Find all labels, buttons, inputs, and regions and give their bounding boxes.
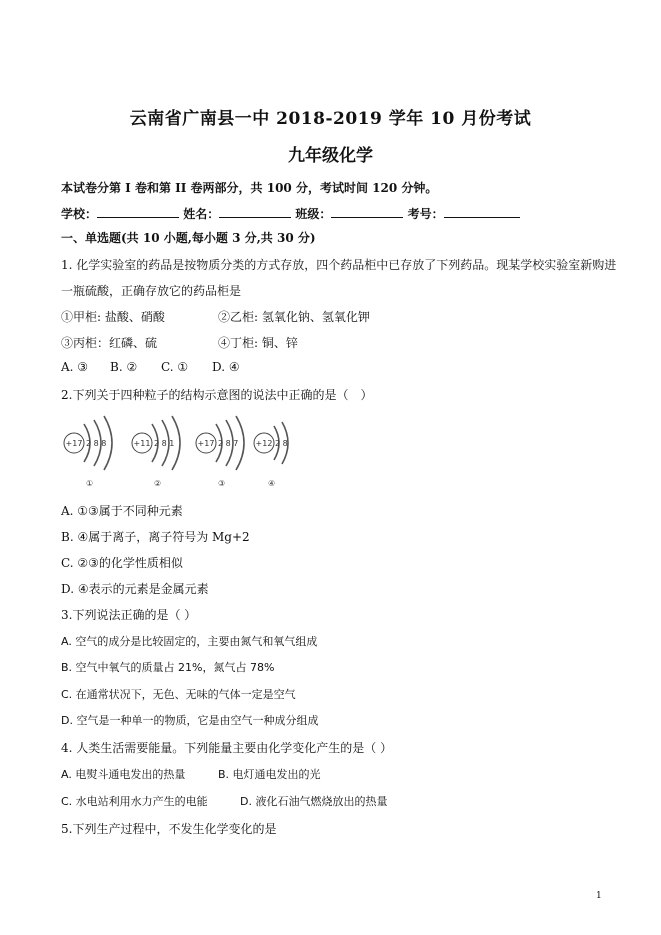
q1-stem-line2: 一瓶硫酸，正确存放它的药品柜是	[61, 284, 242, 298]
q3-stem: 3.下列说法正确的是（ ）	[61, 608, 197, 622]
atom-4-nucleus: +12	[255, 439, 273, 448]
page-number: 1	[596, 891, 602, 901]
student-fields	[61, 205, 520, 222]
atom-3-nucleus: +17	[197, 439, 215, 448]
class-blank[interactable]	[331, 205, 403, 218]
q1-option-b[interactable]: B. ②	[110, 360, 138, 374]
q2-option-d[interactable]: D. ④表示的元素是金属元素	[61, 582, 209, 596]
school-blank[interactable]	[97, 205, 179, 218]
exam-subtitle: 九年级化学	[288, 146, 373, 166]
q2-option-c[interactable]: C. ②③的化学性质相似	[61, 556, 183, 570]
class-label: 班级：	[295, 207, 332, 221]
id-blank[interactable]	[444, 205, 520, 218]
atom-3-label: ③	[218, 479, 226, 488]
atom-2-shells: 2 8 1	[154, 439, 175, 448]
atom-1-nucleus: +17	[65, 439, 83, 448]
q1-option-c[interactable]: C. ①	[161, 360, 189, 374]
atom-4-label: ④	[268, 479, 276, 488]
q3-option-a[interactable]: A. 空气的成分是比较固定的，主要由氮气和氧气组成	[61, 635, 318, 648]
q3-option-c[interactable]: C. 在通常状况下，无色、无味的气体一定是空气	[61, 688, 296, 701]
atom-3-shells: 2 8 7	[218, 439, 239, 448]
atom-2-nucleus: +11	[133, 439, 151, 448]
q1-stem-line1: 1. 化学实验室的药品是按物质分类的方式存放，四个药品柜中已存放了下列药品。现某学校实验室新购进	[61, 258, 617, 272]
q1-cabinet-a: ①甲柜: 盐酸、硝酸	[61, 310, 165, 324]
atom-structure-diagram	[56, 410, 296, 490]
atom-diagram-1	[64, 416, 112, 488]
atom-1-label: ①	[86, 479, 94, 488]
q1-cabinet-b: ②乙柜: 氢氧化钠、氢氧化钾	[218, 310, 370, 324]
atom-diagram-2	[132, 416, 180, 488]
q2-option-a[interactable]: A. ①③属于不同种元素	[61, 504, 183, 518]
q4-stem: 4. 人类生活需要能量。下列能量主要由化学变化产生的是（ ）	[61, 741, 393, 755]
q3-option-d[interactable]: D. 空气是一种单一的物质，它是由空气一种成分组成	[61, 714, 319, 727]
q2-stem: 2.下列关于四种粒子的结构示意图的说法中正确的是（ ）	[61, 388, 373, 402]
q4-option-c[interactable]: C. 水电站利用水力产生的电能	[61, 795, 208, 808]
q3-option-b[interactable]: B. 空气中氧气的质量占 21%，氮气占 78%	[61, 661, 275, 674]
school-label: 学校：	[61, 207, 98, 221]
q5-stem: 5.下列生产过程中，不发生化学变化的是	[61, 822, 277, 836]
atom-4-shells: 2 8	[275, 439, 288, 448]
atom-2-label: ②	[154, 479, 162, 488]
q1-cabinet-c: ③丙柜：红磷、硫	[61, 336, 158, 350]
section-heading: 一、单选题(共 10 小题,每小题 3 分,共 30 分)	[61, 231, 316, 245]
name-label: 姓名：	[183, 207, 220, 221]
atom-diagram-4	[254, 422, 288, 488]
q1-option-d[interactable]: D. ④	[212, 360, 240, 374]
q4-option-b[interactable]: B. 电灯通电发出的光	[218, 768, 321, 781]
q4-option-a[interactable]: A. 电熨斗通电发出的热量	[61, 768, 186, 781]
q1-option-a[interactable]: A. ③	[61, 360, 89, 374]
exam-title: 云南省广南县一中 2018-2019 学年 10 月份考试	[129, 109, 532, 129]
q2-option-b[interactable]: B. ④属于离子，离子符号为 Mg+2	[61, 530, 250, 544]
id-label: 考号：	[407, 207, 444, 221]
q1-cabinet-d: ④丁柜: 铜、锌	[218, 336, 298, 350]
exam-info: 本试卷分第 I 卷和第 II 卷两部分，共 100 分，考试时间 120 分钟。	[61, 181, 438, 195]
name-blank[interactable]	[219, 205, 291, 218]
q4-option-d[interactable]: D. 液化石油气燃烧放出的热量	[240, 795, 388, 808]
atom-1-shells: 2 8 8	[86, 439, 107, 448]
atom-diagram-3	[196, 416, 244, 488]
